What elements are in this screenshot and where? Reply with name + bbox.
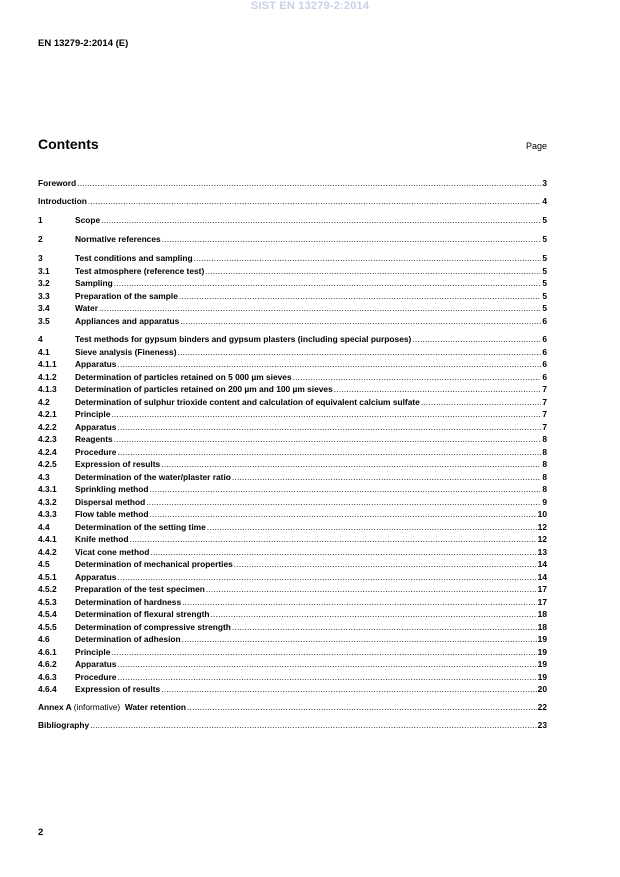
toc-entry-page: 14 bbox=[537, 571, 547, 582]
leader-dots bbox=[150, 483, 542, 495]
leader-dots bbox=[206, 583, 537, 595]
toc-entry-page: 5 bbox=[542, 290, 547, 301]
toc-entry-page: 14 bbox=[537, 559, 547, 569]
toc-entry-title: Determination of compressive strength bbox=[75, 621, 231, 632]
toc-entry-page: 6 bbox=[542, 315, 547, 326]
toc-entry[interactable] bbox=[38, 496, 547, 508]
leader-dots bbox=[180, 315, 541, 327]
toc-entry[interactable] bbox=[38, 558, 547, 570]
toc-entry-title: Bibliography bbox=[38, 720, 90, 730]
toc-entry-page: 5 bbox=[542, 278, 547, 288]
toc-entry-title: Sampling bbox=[75, 278, 113, 288]
toc-entry-page: 19 bbox=[537, 634, 547, 644]
toc-entry-title: Normative references bbox=[75, 234, 161, 244]
toc-entry-number: 4.3.1 bbox=[38, 484, 57, 494]
toc-entry[interactable] bbox=[38, 214, 547, 226]
toc-entry[interactable] bbox=[38, 621, 547, 633]
toc-entry[interactable] bbox=[38, 533, 547, 545]
toc-entry[interactable] bbox=[38, 346, 547, 358]
toc-entry-page: 13 bbox=[537, 546, 547, 557]
toc-entry[interactable] bbox=[38, 290, 547, 302]
toc-entry-number: 3.1 bbox=[38, 265, 50, 276]
toc-entry-page: 5 bbox=[542, 253, 547, 263]
leader-dots bbox=[207, 521, 537, 533]
toc-entry-bibliography[interactable] bbox=[38, 719, 547, 731]
toc-entry-page: 3 bbox=[542, 178, 547, 188]
toc-entry-number: 4 bbox=[38, 334, 43, 344]
annex-title: Water retention bbox=[124, 702, 187, 712]
leader-dots bbox=[194, 252, 542, 264]
toc-entry-number: 4.6 bbox=[38, 634, 50, 644]
toc-entry-number: 4.2.2 bbox=[38, 421, 57, 432]
toc-entry-title: Determination of mechanical properties bbox=[75, 559, 233, 569]
toc-entry-number: 2 bbox=[38, 234, 43, 244]
leader-dots bbox=[111, 646, 536, 658]
toc-entry[interactable] bbox=[38, 265, 547, 277]
toc-entry-number: 4.3.2 bbox=[38, 496, 57, 507]
toc-entry-page: 9 bbox=[542, 496, 547, 507]
toc-entry-page: 7 bbox=[542, 384, 547, 394]
toc-entry[interactable] bbox=[38, 371, 547, 383]
toc-entry[interactable] bbox=[38, 633, 547, 645]
toc-entry-number: 4.3 bbox=[38, 471, 50, 482]
toc-entry[interactable] bbox=[38, 421, 547, 433]
toc-entry-page: 8 bbox=[542, 446, 547, 457]
toc-entry[interactable] bbox=[38, 233, 547, 245]
toc-entry[interactable] bbox=[38, 596, 547, 608]
toc-entry-page: 23 bbox=[537, 720, 547, 730]
toc-entry-title: Test conditions and sampling bbox=[75, 253, 193, 263]
toc-entry-number: 4.1.2 bbox=[38, 371, 57, 382]
contents-heading: Contents bbox=[38, 136, 99, 152]
toc-entry-page: 6 bbox=[542, 359, 547, 369]
toc-entry-title bbox=[38, 701, 186, 713]
leader-dots bbox=[232, 621, 537, 633]
toc-entry[interactable] bbox=[38, 471, 547, 483]
toc-entry-number: 4.5.5 bbox=[38, 621, 57, 632]
toc-entry-page: 8 bbox=[542, 434, 547, 444]
toc-entry[interactable] bbox=[38, 658, 547, 670]
toc-entry-title: Preparation of the sample bbox=[75, 290, 178, 301]
leader-dots bbox=[179, 290, 541, 302]
toc-entry-page: 5 bbox=[542, 234, 547, 244]
leader-dots bbox=[90, 719, 536, 731]
toc-entry-page: 18 bbox=[537, 621, 547, 632]
toc-entry-number: 3.5 bbox=[38, 315, 50, 326]
toc-entry-number: 4.6.1 bbox=[38, 646, 57, 657]
annex-label: Annex A bbox=[38, 702, 72, 712]
toc-entry[interactable] bbox=[38, 608, 547, 620]
toc-entry-page: 7 bbox=[542, 396, 547, 407]
leader-dots bbox=[117, 671, 536, 683]
toc-entry-page: 6 bbox=[542, 334, 547, 344]
toc-entry-annex-a[interactable] bbox=[38, 701, 547, 713]
leader-dots bbox=[114, 277, 542, 289]
toc-entry-title: Apparatus bbox=[75, 421, 117, 432]
toc-entry-page: 12 bbox=[537, 534, 547, 544]
toc-entry-title: Principle bbox=[75, 646, 111, 657]
leader-dots bbox=[117, 571, 536, 583]
toc-entry-title: Determination of sulphur trioxide content and calculation of equivalent calcium sulfate bbox=[75, 396, 420, 407]
toc-entry-foreword[interactable] bbox=[38, 177, 547, 189]
document-id: EN 13279-2:2014 (E) bbox=[38, 38, 129, 49]
toc-entry[interactable] bbox=[38, 302, 547, 314]
leader-dots bbox=[146, 496, 541, 508]
toc-entry-title: Flow table method bbox=[75, 509, 149, 519]
toc-entry-title: Dispersal method bbox=[75, 496, 146, 507]
toc-entry-page: 6 bbox=[542, 371, 547, 382]
toc-entry-title: Test atmosphere (reference test) bbox=[75, 265, 205, 276]
leader-dots bbox=[117, 658, 536, 670]
toc-entry-title: Determination of particles retained on 200 µm and 100 µm sieves bbox=[75, 384, 333, 394]
toc-entry-number: 4.2.4 bbox=[38, 446, 57, 457]
toc-entry-number: 4.6.3 bbox=[38, 671, 57, 682]
leader-dots bbox=[117, 446, 541, 458]
leader-dots bbox=[99, 302, 541, 314]
leader-dots bbox=[111, 408, 541, 420]
toc-entry-title: Scope bbox=[75, 215, 101, 225]
toc-entry-page: 12 bbox=[537, 521, 547, 532]
leader-dots bbox=[117, 421, 541, 433]
toc-entry[interactable] bbox=[38, 521, 547, 533]
toc-entry-title: Sieve analysis (Fineness) bbox=[75, 346, 177, 357]
toc-entry-title: Foreword bbox=[38, 178, 77, 188]
leader-dots bbox=[412, 333, 541, 345]
toc-entry-title: Determination of flexural strength bbox=[75, 609, 210, 619]
toc-entry-number: 4.5.2 bbox=[38, 584, 57, 594]
leader-dots bbox=[150, 546, 536, 558]
leader-dots bbox=[182, 596, 537, 608]
toc-entry-number: 3 bbox=[38, 253, 43, 263]
toc-entry-page: 19 bbox=[537, 671, 547, 682]
toc-entry[interactable] bbox=[38, 646, 547, 658]
toc-entry-number: 4.5.3 bbox=[38, 596, 57, 607]
toc-entry-title: Expression of results bbox=[75, 459, 161, 469]
toc-entry-title: Determination of the water/plaster ratio bbox=[75, 471, 231, 482]
leader-dots bbox=[234, 558, 537, 570]
watermark: SIST EN 13279-2:2014 bbox=[250, 0, 370, 12]
toc-entry-number: 4.1.3 bbox=[38, 384, 57, 394]
toc-entry-title: Sprinkling method bbox=[75, 484, 149, 494]
toc-entry-page: 18 bbox=[537, 609, 547, 619]
toc-entry-number: 4.2.3 bbox=[38, 434, 57, 444]
leader-dots bbox=[205, 265, 541, 277]
toc-entry[interactable] bbox=[38, 683, 547, 695]
toc-entry-title: Determination of adhesion bbox=[75, 634, 181, 644]
toc-entry-page: 4 bbox=[542, 196, 547, 206]
toc-entry-page: 20 bbox=[537, 684, 547, 694]
toc-entry[interactable] bbox=[38, 277, 547, 289]
page-column-label: Page bbox=[525, 141, 547, 151]
toc-entry-number: 4.2.5 bbox=[38, 459, 57, 469]
toc-entry-number: 4.2.1 bbox=[38, 409, 57, 419]
toc-entry-page: 5 bbox=[542, 265, 547, 276]
toc-entry[interactable] bbox=[38, 546, 547, 558]
toc-entry[interactable] bbox=[38, 396, 547, 408]
toc-entry[interactable] bbox=[38, 583, 547, 595]
leader-dots bbox=[210, 608, 536, 620]
toc-entry-title: Expression of results bbox=[75, 684, 161, 694]
toc-entry-title: Introduction bbox=[38, 196, 87, 206]
toc-entry-page: 22 bbox=[537, 702, 547, 712]
toc-entry-title: Determination of hardness bbox=[75, 596, 182, 607]
toc-entry-title: Apparatus bbox=[75, 359, 117, 369]
toc-entry-page: 8 bbox=[542, 459, 547, 469]
toc-entry[interactable] bbox=[38, 252, 547, 264]
toc-entry[interactable] bbox=[38, 408, 547, 420]
toc-entry-page: 10 bbox=[537, 509, 547, 519]
toc-entry-page: 5 bbox=[542, 215, 547, 225]
leader-dots bbox=[101, 214, 541, 226]
toc-entry-number: 4.4.2 bbox=[38, 546, 57, 557]
toc-entry-title: Test methods for gypsum binders and gypsum plasters (including special purposes) bbox=[75, 334, 412, 344]
toc-entry[interactable] bbox=[38, 315, 547, 327]
leader-dots bbox=[421, 396, 542, 408]
toc-entry-number: 4.1 bbox=[38, 346, 50, 357]
annex-note: (informative) bbox=[73, 702, 121, 712]
leader-dots bbox=[162, 233, 542, 245]
leader-dots bbox=[114, 433, 542, 445]
toc-entry[interactable] bbox=[38, 333, 547, 345]
toc-entry[interactable] bbox=[38, 671, 547, 683]
toc-entry-number: 4.5 bbox=[38, 559, 50, 569]
toc-entry-page: 8 bbox=[542, 484, 547, 494]
toc-entry-number: 4.1.1 bbox=[38, 359, 57, 369]
leader-dots bbox=[117, 358, 541, 370]
toc-entry-title: Determination of particles retained on 5 000 µm sieves bbox=[75, 371, 292, 382]
toc-entry-title: Vicat cone method bbox=[75, 546, 150, 557]
toc-entry[interactable] bbox=[38, 358, 547, 370]
toc-entry-number: 1 bbox=[38, 215, 43, 225]
leader-dots bbox=[150, 508, 537, 520]
toc-entry-page: 5 bbox=[542, 303, 547, 313]
toc-entry-introduction[interactable] bbox=[38, 195, 547, 207]
toc-entry-title: Appliances and apparatus bbox=[75, 315, 180, 326]
leader-dots bbox=[177, 346, 541, 358]
toc-entry-number: 3.2 bbox=[38, 278, 50, 288]
toc-entry[interactable] bbox=[38, 446, 547, 458]
leader-dots bbox=[77, 177, 541, 189]
toc-entry-number: 3.4 bbox=[38, 303, 50, 313]
toc-entry-number: 4.2 bbox=[38, 396, 50, 407]
toc-entry-page: 7 bbox=[542, 421, 547, 432]
toc-entry-number: 3.3 bbox=[38, 290, 50, 301]
leader-dots bbox=[161, 458, 541, 470]
leader-dots bbox=[334, 383, 542, 395]
toc-entry[interactable] bbox=[38, 433, 547, 445]
toc-entry-title: Water bbox=[75, 303, 98, 313]
toc-entry-page: 17 bbox=[537, 584, 547, 594]
toc-entry-number: 4.5.1 bbox=[38, 571, 57, 582]
toc-entry[interactable] bbox=[38, 383, 547, 395]
toc-entry-title: Procedure bbox=[75, 446, 117, 457]
toc-entry-number: 4.3.3 bbox=[38, 509, 57, 519]
toc-entry-page: 7 bbox=[542, 409, 547, 419]
toc-entry-title: Determination of the setting time bbox=[75, 521, 206, 532]
toc-entry[interactable] bbox=[38, 483, 547, 495]
toc-entry-page: 6 bbox=[542, 346, 547, 357]
toc-entry-page: 19 bbox=[537, 659, 547, 669]
toc-entry-title: Knife method bbox=[75, 534, 129, 544]
leader-dots bbox=[293, 371, 542, 383]
toc-entry-number: 4.6.4 bbox=[38, 684, 57, 694]
page-number: 2 bbox=[38, 827, 44, 838]
toc-entry-number: 4.4 bbox=[38, 521, 50, 532]
toc-entry-page: 8 bbox=[542, 471, 547, 482]
toc-entry-title: Reagents bbox=[75, 434, 113, 444]
toc-entry-page: 19 bbox=[537, 646, 547, 657]
toc-entry[interactable] bbox=[38, 571, 547, 583]
toc-entry-number: 4.4.1 bbox=[38, 534, 57, 544]
leader-dots bbox=[130, 533, 537, 545]
toc-entry-title: Procedure bbox=[75, 671, 117, 682]
toc-entry[interactable] bbox=[38, 458, 547, 470]
leader-dots bbox=[187, 701, 537, 713]
leader-dots bbox=[88, 195, 541, 207]
toc-entry-title: Preparation of the test specimen bbox=[75, 584, 205, 594]
leader-dots bbox=[182, 633, 537, 645]
toc-entry-title: Apparatus bbox=[75, 659, 117, 669]
toc-entry-title: Principle bbox=[75, 409, 111, 419]
toc-entry-page: 17 bbox=[537, 596, 547, 607]
toc-entry-number: 4.6.2 bbox=[38, 659, 57, 669]
leader-dots bbox=[232, 471, 541, 483]
toc-entry[interactable] bbox=[38, 508, 547, 520]
toc-entry-number: 4.5.4 bbox=[38, 609, 57, 619]
leader-dots bbox=[161, 683, 536, 695]
toc-entry-title: Apparatus bbox=[75, 571, 117, 582]
